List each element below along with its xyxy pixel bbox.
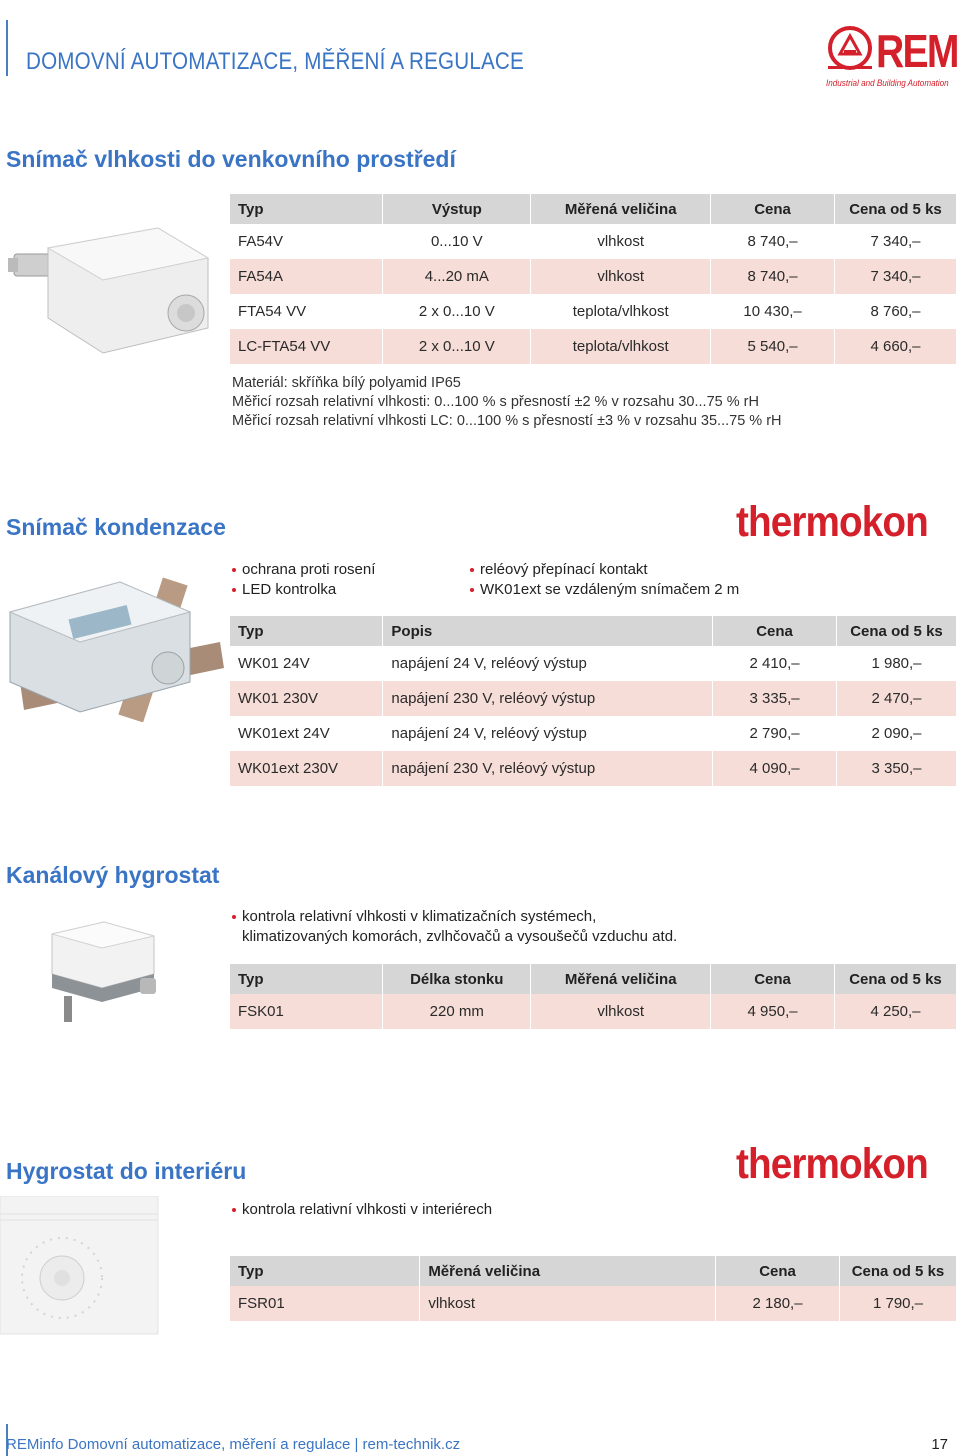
table-row <box>230 681 957 716</box>
bullet-item: ochrana proti rosení <box>232 560 375 580</box>
cell-quantity: vlhkost <box>531 259 711 294</box>
cell-price: 2 410,– <box>713 646 837 681</box>
table-header-row <box>230 616 957 646</box>
cell-type: FSK01 <box>230 994 383 1029</box>
cell-price-5: 1 790,– <box>839 1286 956 1321</box>
cell-quantity: vlhkost <box>531 224 711 259</box>
condensation-bullets-right <box>470 560 739 600</box>
column-header: Délka stonku <box>383 964 531 994</box>
column-header: Typ <box>230 194 383 224</box>
column-header: Výstup <box>383 194 531 224</box>
bullet-item: kontrola relativní vlhkosti v klimatizačních systémech, <box>232 907 677 927</box>
column-header: Cena <box>711 194 835 224</box>
cell-price-5: 4 250,– <box>835 994 957 1029</box>
table-row <box>230 1286 957 1321</box>
note-line: Materiál: skříňka bílý polyamid IP65 <box>232 375 461 391</box>
cell-type: WK01ext 230V <box>230 751 383 786</box>
cell-price: 3 335,– <box>713 681 837 716</box>
cell-price-5: 2 470,– <box>837 681 957 716</box>
cell-price: 4 090,– <box>713 751 837 786</box>
cell-price: 10 430,– <box>711 294 835 329</box>
table-row <box>230 259 957 294</box>
bullet-item: kontrola relativní vlhkosti v interiérech <box>232 1200 492 1220</box>
cell-price-5: 1 980,– <box>837 646 957 681</box>
cell-price-5: 8 760,– <box>835 294 957 329</box>
section-title-interior-hygrostat: Hygrostat do interiéru <box>6 1158 247 1184</box>
outdoor-humidity-notes <box>232 374 782 431</box>
table-row <box>230 224 957 259</box>
table-row <box>230 994 957 1029</box>
cell-description: napájení 230 V, reléový výstup <box>383 751 713 786</box>
cell-quantity: teplota/vlhkost <box>531 294 711 329</box>
footer-text: REMinfo Domovní automatizace, měření a regulace | rem-technik.cz <box>6 1436 461 1453</box>
column-header: Typ <box>230 1256 420 1286</box>
table-header-row <box>230 964 957 994</box>
cell-type: WK01ext 24V <box>230 716 383 751</box>
cell-quantity: vlhkost <box>420 1286 716 1321</box>
interior-hygrostat-table <box>230 1256 957 1321</box>
section-title-duct-hygrostat: Kanálový hygrostat <box>6 862 220 888</box>
page-header-title: DOMOVNÍ AUTOMATIZACE, MĚŘENÍ A REGULACE <box>26 48 524 75</box>
section-title-condensation: Snímač kondenzace <box>6 514 226 540</box>
cell-output: 4...20 mA <box>383 259 531 294</box>
cell-price: 2 790,– <box>713 716 837 751</box>
rem-logo-tagline: Industrial and Building Automation <box>826 78 949 88</box>
column-header: Cena <box>716 1256 840 1286</box>
cell-price: 5 540,– <box>711 329 835 364</box>
table-row <box>230 751 957 786</box>
column-header: Cena od 5 ks <box>837 616 957 646</box>
cell-type: LC-FTA54 VV <box>230 329 383 364</box>
cell-quantity: teplota/vlhkost <box>531 329 711 364</box>
note-line: Měřicí rozsah relativní vlhkosti LC: 0...100 % s přesností ±3 % v rozsahu 35...75 % rH <box>232 413 782 429</box>
bullet-item: WK01ext se vzdáleným snímačem 2 m <box>470 580 739 600</box>
condensation-table <box>230 616 957 786</box>
cell-price: 8 740,– <box>711 224 835 259</box>
table-row <box>230 716 957 751</box>
outdoor-humidity-sensor-image <box>8 218 218 358</box>
column-header: Měřená veličina <box>420 1256 716 1286</box>
cell-type: WK01 230V <box>230 681 383 716</box>
cell-type: WK01 24V <box>230 646 383 681</box>
column-header: Cena od 5 ks <box>835 964 957 994</box>
bullet-item: LED kontrolka <box>232 580 375 600</box>
table-row <box>230 294 957 329</box>
condensation-bullets-left <box>232 560 375 600</box>
cell-price: 2 180,– <box>716 1286 840 1321</box>
bullet-continuation: klimatizovaných komorách, zvlhčovačů a vysoušečů vzduchu atd. <box>242 928 678 945</box>
cell-description: napájení 230 V, reléový výstup <box>383 681 713 716</box>
cell-type: FA54A <box>230 259 383 294</box>
thermokon-logo: thermokon <box>736 498 928 546</box>
duct-hygrostat-image <box>44 914 174 1024</box>
cell-output: 2 x 0...10 V <box>383 329 531 364</box>
section-title-outdoor-humidity: Snímač vlhkosti do venkovního prostředí <box>6 146 456 172</box>
interior-hygrostat-image <box>0 1196 160 1336</box>
cell-quantity: vlhkost <box>531 994 711 1029</box>
outdoor-humidity-table <box>230 194 957 364</box>
rem-logo-text: REM <box>876 25 958 77</box>
table-header-row <box>230 1256 957 1286</box>
cell-price-5: 7 340,– <box>835 224 957 259</box>
rem-logo <box>826 22 960 92</box>
table-row <box>230 646 957 681</box>
column-header: Měřená veličina <box>531 194 711 224</box>
column-header: Cena <box>713 616 837 646</box>
column-header: Typ <box>230 964 383 994</box>
interior-hygrostat-bullets <box>232 1200 492 1220</box>
column-header: Cena od 5 ks <box>839 1256 956 1286</box>
table-row <box>230 329 957 364</box>
column-header: Popis <box>383 616 713 646</box>
cell-price-5: 2 090,– <box>837 716 957 751</box>
thermokon-logo: thermokon <box>736 1140 928 1188</box>
cell-price-5: 7 340,– <box>835 259 957 294</box>
note-line: Měřicí rozsah relativní vlhkosti: 0...100 % s přesností ±2 % v rozsahu 30...75 % rH <box>232 394 759 410</box>
duct-hygrostat-bullets <box>232 907 677 947</box>
cell-output: 0...10 V <box>383 224 531 259</box>
column-header: Měřená veličina <box>531 964 711 994</box>
table-header-row <box>230 194 957 224</box>
cell-output: 2 x 0...10 V <box>383 294 531 329</box>
page-number: 17 <box>931 1436 948 1453</box>
column-header: Cena <box>711 964 835 994</box>
cell-price-5: 4 660,– <box>835 329 957 364</box>
cell-price: 4 950,– <box>711 994 835 1029</box>
column-header: Typ <box>230 616 383 646</box>
condensation-sensor-image <box>0 572 224 722</box>
cell-type: FSR01 <box>230 1286 420 1321</box>
cell-stem-length: 220 mm <box>383 994 531 1029</box>
cell-description: napájení 24 V, reléový výstup <box>383 646 713 681</box>
duct-hygrostat-table <box>230 964 957 1029</box>
column-header: Cena od 5 ks <box>835 194 957 224</box>
cell-type: FTA54 VV <box>230 294 383 329</box>
cell-description: napájení 24 V, reléový výstup <box>383 716 713 751</box>
cell-type: FA54V <box>230 224 383 259</box>
cell-price-5: 3 350,– <box>837 751 957 786</box>
header-accent-bar <box>6 20 8 76</box>
cell-price: 8 740,– <box>711 259 835 294</box>
bullet-item: reléový přepínací kontakt <box>470 560 739 580</box>
